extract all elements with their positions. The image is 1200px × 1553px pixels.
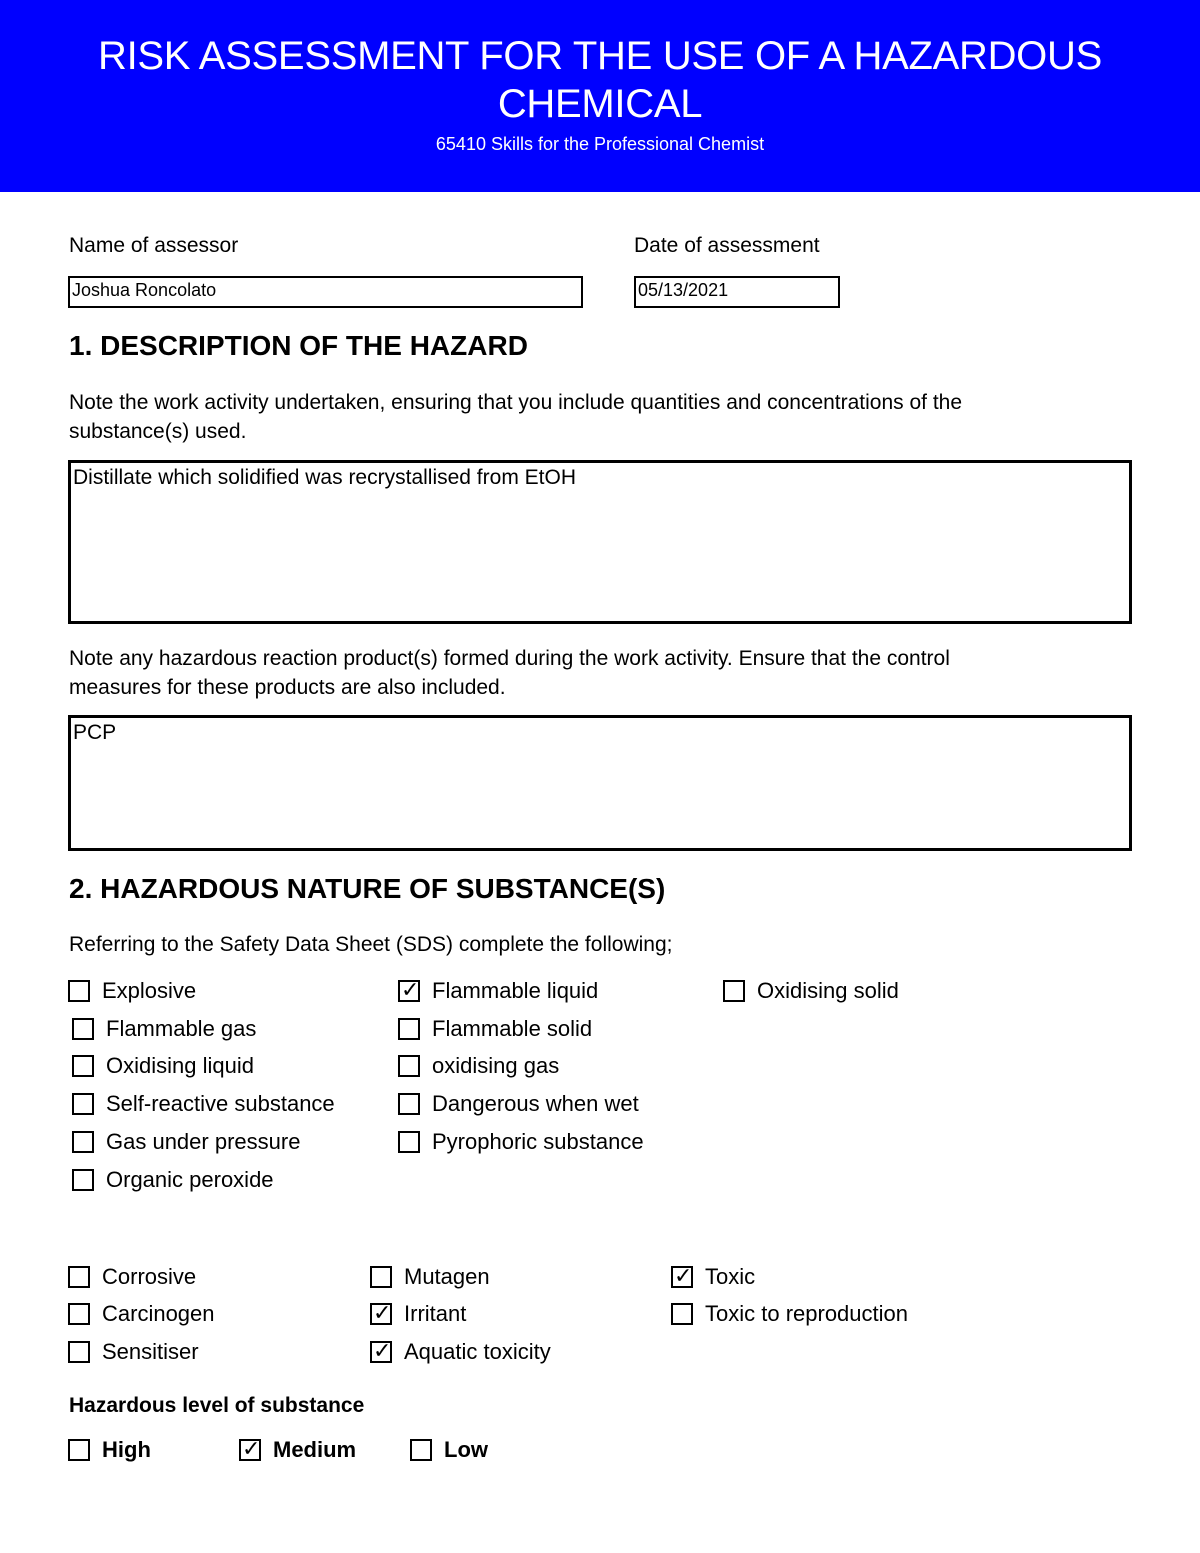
checkbox-label: High	[102, 1437, 151, 1462]
sds-intro: Referring to the Safety Data Sheet (SDS) complete the following;	[69, 933, 673, 956]
checkbox-flammable-solid[interactable]	[398, 1015, 592, 1043]
checkbox-label: Dangerous when wet	[432, 1091, 639, 1116]
checkbox-box[interactable]	[72, 1055, 94, 1077]
document-title	[0, 32, 1200, 128]
checkbox-organic-peroxide[interactable]	[72, 1166, 274, 1194]
checkbox-dangerous-when-wet[interactable]	[398, 1090, 639, 1118]
checkbox-box[interactable]	[398, 1131, 420, 1153]
checkbox-corrosive[interactable]	[68, 1263, 196, 1291]
work-activity-prompt-line-1: Note the work activity undertaken, ensuring that you include quantities and concentrations of the	[69, 391, 963, 414]
check-mark-icon: ✓	[401, 978, 420, 1003]
checkbox-gas-under-pressure[interactable]	[72, 1128, 300, 1156]
checkbox-box[interactable]	[671, 1266, 693, 1288]
assessment-date-field[interactable]	[634, 276, 840, 308]
check-mark-icon: ✓	[242, 1437, 261, 1462]
checkbox-box[interactable]	[68, 1341, 90, 1363]
checkbox-box[interactable]	[398, 1093, 420, 1115]
checkbox-low[interactable]	[410, 1436, 488, 1464]
checkbox-flammable-gas[interactable]	[72, 1015, 256, 1043]
checkbox-sensitiser[interactable]	[68, 1338, 199, 1366]
checkbox-box[interactable]	[239, 1439, 261, 1461]
checkbox-label: Organic peroxide	[106, 1167, 274, 1192]
reaction-products-value: PCP	[73, 721, 117, 744]
checkbox-box[interactable]	[370, 1303, 392, 1325]
date-label: Date of assessment	[634, 234, 820, 257]
checkbox-label: oxidising gas	[432, 1053, 560, 1078]
checkbox-oxidising-solid[interactable]	[723, 977, 899, 1005]
document-header	[0, 0, 1200, 192]
checkbox-medium[interactable]	[239, 1436, 356, 1464]
checkbox-box[interactable]	[370, 1266, 392, 1288]
check-mark-icon: ✓	[373, 1301, 392, 1326]
checkbox-box[interactable]	[68, 1439, 90, 1461]
checkbox-label: Flammable gas	[106, 1016, 257, 1041]
hazard-level-heading: Hazardous level of substance	[69, 1394, 365, 1417]
checkbox-irritant[interactable]	[370, 1300, 466, 1328]
title-line-1: RISK ASSESSMENT FOR THE USE OF A HAZARDOUS	[98, 34, 1102, 78]
checkbox-high[interactable]	[68, 1436, 151, 1464]
checkbox-label: Gas under pressure	[106, 1129, 301, 1154]
reaction-products-prompt-line-2: measures for these products are also included.	[69, 676, 506, 699]
checkbox-box[interactable]	[410, 1439, 432, 1461]
checkbox-pyrophoric-substance[interactable]	[398, 1128, 644, 1156]
section-2-heading: 2. HAZARDOUS NATURE OF SUBSTANCE(S)	[69, 873, 666, 904]
assessor-name-field[interactable]	[68, 276, 583, 308]
work-activity-prompt	[69, 388, 962, 446]
reaction-products-prompt	[69, 644, 950, 702]
checkbox-toxic-to-reproduction[interactable]	[671, 1300, 908, 1328]
checkbox-oxidising-liquid[interactable]	[72, 1052, 254, 1080]
checkbox-box[interactable]	[398, 980, 420, 1002]
checkbox-label: Irritant	[404, 1301, 467, 1326]
checkbox-box[interactable]	[68, 980, 90, 1002]
checkbox-toxic[interactable]	[671, 1263, 755, 1291]
checkbox-label: Self-reactive substance	[106, 1091, 335, 1116]
checkbox-box[interactable]	[398, 1018, 420, 1040]
checkbox-oxidising-gas[interactable]	[398, 1052, 559, 1080]
checkbox-label: Medium	[273, 1437, 357, 1462]
checkbox-box[interactable]	[723, 980, 745, 1002]
checkbox-label: Oxidising liquid	[106, 1053, 254, 1078]
checkbox-box[interactable]	[68, 1266, 90, 1288]
assessor-label: Name of assessor	[69, 234, 239, 257]
check-mark-icon: ✓	[674, 1264, 693, 1289]
checkbox-label: Toxic to reproduction	[705, 1301, 908, 1326]
checkbox-label: Mutagen	[404, 1264, 490, 1289]
checkbox-explosive[interactable]	[68, 977, 196, 1005]
checkbox-flammable-liquid[interactable]	[398, 977, 598, 1005]
checkbox-self-reactive-substance[interactable]	[72, 1090, 335, 1118]
reaction-products-textarea[interactable]	[68, 715, 1132, 851]
checkbox-box[interactable]	[72, 1131, 94, 1153]
assessment-date-value: 05/13/2021	[638, 280, 729, 300]
checkbox-label: Oxidising solid	[757, 978, 899, 1003]
checkbox-label: Flammable liquid	[432, 978, 599, 1003]
checkbox-label: Toxic	[705, 1264, 756, 1289]
checkbox-box[interactable]	[72, 1169, 94, 1191]
checkbox-box[interactable]	[398, 1055, 420, 1077]
checkbox-box[interactable]	[68, 1303, 90, 1325]
checkbox-label: Explosive	[102, 978, 197, 1003]
checkbox-label: Sensitiser	[102, 1339, 199, 1364]
checkbox-box[interactable]	[72, 1093, 94, 1115]
checkbox-carcinogen[interactable]	[68, 1300, 215, 1328]
section-1-heading: 1. DESCRIPTION OF THE HAZARD	[69, 330, 528, 361]
work-activity-prompt-line-2: substance(s) used.	[69, 420, 247, 443]
check-mark-icon: ✓	[373, 1339, 392, 1364]
reaction-products-prompt-line-1: Note any hazardous reaction product(s) formed during the work activity. Ensure that the control	[69, 647, 950, 670]
checkbox-box[interactable]	[72, 1018, 94, 1040]
checkbox-label: Low	[444, 1437, 488, 1462]
checkbox-box[interactable]	[370, 1341, 392, 1363]
checkbox-aquatic-toxicity[interactable]	[370, 1338, 551, 1366]
checkbox-label: Aquatic toxicity	[404, 1339, 551, 1364]
checkbox-mutagen[interactable]	[370, 1263, 490, 1291]
work-activity-textarea[interactable]	[68, 460, 1132, 624]
title-line-2: CHEMICAL	[497, 82, 703, 126]
checkbox-label: Corrosive	[102, 1264, 197, 1289]
work-activity-value: Distillate which solidified was recrystallised from EtOH	[73, 466, 576, 489]
assessor-name-value: Joshua Roncolato	[72, 280, 217, 300]
document-subtitle: 65410 Skills for the Professional Chemist	[435, 134, 765, 154]
checkbox-label: Flammable solid	[432, 1016, 593, 1041]
checkbox-box[interactable]	[671, 1303, 693, 1325]
checkbox-label: Pyrophoric substance	[432, 1129, 644, 1154]
checkbox-label: Carcinogen	[102, 1301, 215, 1326]
